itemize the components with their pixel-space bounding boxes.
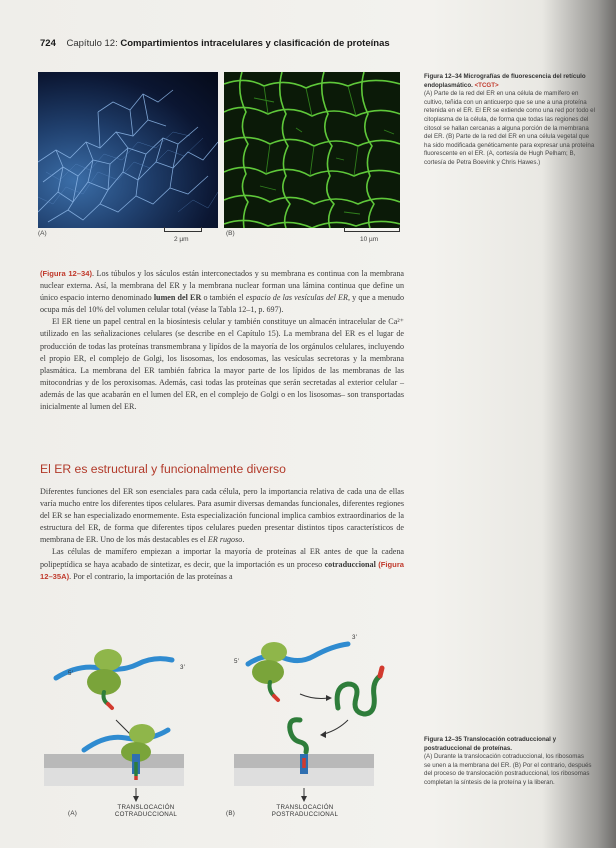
chapter-label: Capítulo 12: <box>66 38 118 49</box>
ribosome-b-top <box>252 642 287 684</box>
five-prime-label-b: 5′ <box>234 658 240 665</box>
caption-12-34-tcgt-link[interactable]: <TCGT> <box>474 81 499 89</box>
scale-b-label: 10 µm <box>360 236 379 243</box>
lumen-del-er-term: lumen del ER <box>153 293 202 303</box>
running-header <box>40 38 390 49</box>
caption-12-34-text: (A) Parte de la red del ER en una célula de mamífero en cultivo, teñida con un anticuerpo que se une a una proteína retenida en el ER. El ER se extiende como una red por todo el citoplasma de la célula, de forma que todas las regiones del citosol se hallan cercanas a alguna porción de la membrana del ER. (B) Parte de la red del ER en una célula vegetal que ha sido modificada genéticamente para expresar una proteína fluorescente en el ER. (A, cortesía de Hugh Pelham; B, cortesía de Petra Boevink y Chris Hawes.) <box>424 90 595 166</box>
three-prime-label-a: 3′ <box>180 664 186 671</box>
page-number: 724 <box>40 38 56 49</box>
cotranslational-caption <box>106 804 186 818</box>
paragraph-3-text-a: Diferentes funciones del ER son esenciales para cada célula, pero la importancia relativa de cada una de ellas varía mucho entre los diferentes tipos celulares. Para asumir diversas demandas funcionales, diferentes regiones del ER se han especializado enormemente. Esta especialización funcional implica cambios extraordinarios de la estructura del ER, de forma que diferentes tipos celulares pueden presentar distintos tipos característicos de membrana de ER. Uno de los más destacables es el <box>40 487 404 545</box>
label-a-line2: COTRADUCCIONAL <box>114 811 178 818</box>
paragraph-3-4 <box>40 486 404 583</box>
arrow-b-right <box>300 694 328 699</box>
paragraph-1-text-b: o también el <box>201 293 246 303</box>
label-b-line1: TRANSLOCACIÓN <box>276 804 334 811</box>
paragraph-3-text-b: . <box>242 535 245 545</box>
micrograph-b-plant-er <box>224 72 400 228</box>
label-a-line1: TRANSLOCACIÓN <box>117 804 175 811</box>
paragraph-4-text-a: Las células de mamífero empiezan a importar la mayoría de proteínas al ER antes de que la cadena polipeptídica se haya acabado de sintetizar, es decir, que la importación es un proceso <box>40 547 404 569</box>
caption-12-35-title: Figura 12–35 Translocación cotraduccional y postraduccional de proteínas. <box>424 736 557 752</box>
label-b-line2: POSTRADUCCIONAL <box>271 811 339 818</box>
er-network-blue-image <box>38 72 218 228</box>
panel-b-bottom-label: (B) <box>226 810 236 817</box>
scale-bar-a <box>164 227 202 232</box>
micrograph-a-mammalian-er <box>38 72 218 228</box>
figure-12-35-diagram <box>38 634 410 824</box>
chapter-title: Compartimientos intracelulares y clasificación de proteínas <box>120 38 390 49</box>
panel-b-label: (B) <box>226 230 235 237</box>
er-rugoso-term: ER rugoso <box>207 535 243 545</box>
translocation-diagram <box>38 634 410 824</box>
figure-12-35a-reference[interactable]: (Figura 12–35A) <box>40 559 404 581</box>
scale-bar-b <box>344 227 400 232</box>
section-heading: El ER es estructural y funcionalmente diverso <box>40 462 286 476</box>
paragraph-1-text-a: . Los túbulos y los sáculos están interconectados y su membrana es continua con la membrana nuclear externa. Así, la membrana del ER y la membrana nuclear forman una lámina continua que define un único espacio interno denominado <box>40 269 404 303</box>
five-prime-label-a: 5′ <box>68 670 74 677</box>
paragraph-4 <box>40 546 404 582</box>
panel-a-bottom-label: (A) <box>68 810 78 817</box>
er-network-green-image <box>224 72 400 228</box>
figure-12-34-reference[interactable]: (Figura 12–34) <box>40 269 92 278</box>
ribosome-a-top <box>87 649 122 695</box>
paragraph-1 <box>40 268 404 413</box>
figure-12-35-caption <box>424 736 592 788</box>
posttranslational-caption <box>260 804 350 818</box>
cotraduccional-term: cotraduccional <box>324 559 376 569</box>
panel-a-label: (A) <box>38 230 47 237</box>
espacio-vesiculas-term: espacio de las vesículas del ER <box>245 293 348 303</box>
figure-12-34-caption <box>424 73 596 168</box>
three-prime-label-b: 3′ <box>352 634 358 641</box>
paragraph-2: El ER tiene un papel central en la biosíntesis celular y también constituye un almacén intracelular de Ca²⁺ utilizado en las señalizaciones celulares (se describe en el Capítulo 15). La membrana del ER es el lugar de producción de todas las proteínas transmembrana y lipídos de la mayoría de los orgánulos celulares, incluyendo el propio ER, el complejo de Golgi, los lisosomas, los endosomas, las vesículas secretoras y la membrana plasmática. La membrana del ER también fabrica la mayor parte de los lípidos de las membranas de las mitocondrias y de los peroxisomas. Además, casi todas las proteínas que serán secretadas al exterior celular –además de las que acabarán en el lumen del ER, en el complejo de Golgi o en los lisosomas– son transportadas inicialmente al lumen del ER. <box>40 317 404 412</box>
caption-12-35-text: (A) Durante la translocación cotraduccional, los ribosomas se unen a la membrana del ER. (B) Por el contrario, después del proceso de translocación postraduccional, los ribosomas completan la síntesis de la proteína y la liberan. <box>424 753 592 786</box>
caption-12-34-title: Figura 12–34 Micrografías de fluorescencia del retículo endoplasmático. <box>424 73 586 89</box>
scale-a-label: 2 µm <box>174 236 189 243</box>
er-membrane-a <box>44 754 184 768</box>
paragraph-3 <box>40 486 404 546</box>
paragraph-4-text-b: . Por el contrario, la importación de las proteínas a <box>69 571 233 581</box>
folded-protein-b <box>337 676 380 714</box>
paragraph-1-text-c: , y que a menudo ocupa más del 10% del volumen celular total (véase la Tabla 12–1, p. 697). <box>40 293 404 315</box>
